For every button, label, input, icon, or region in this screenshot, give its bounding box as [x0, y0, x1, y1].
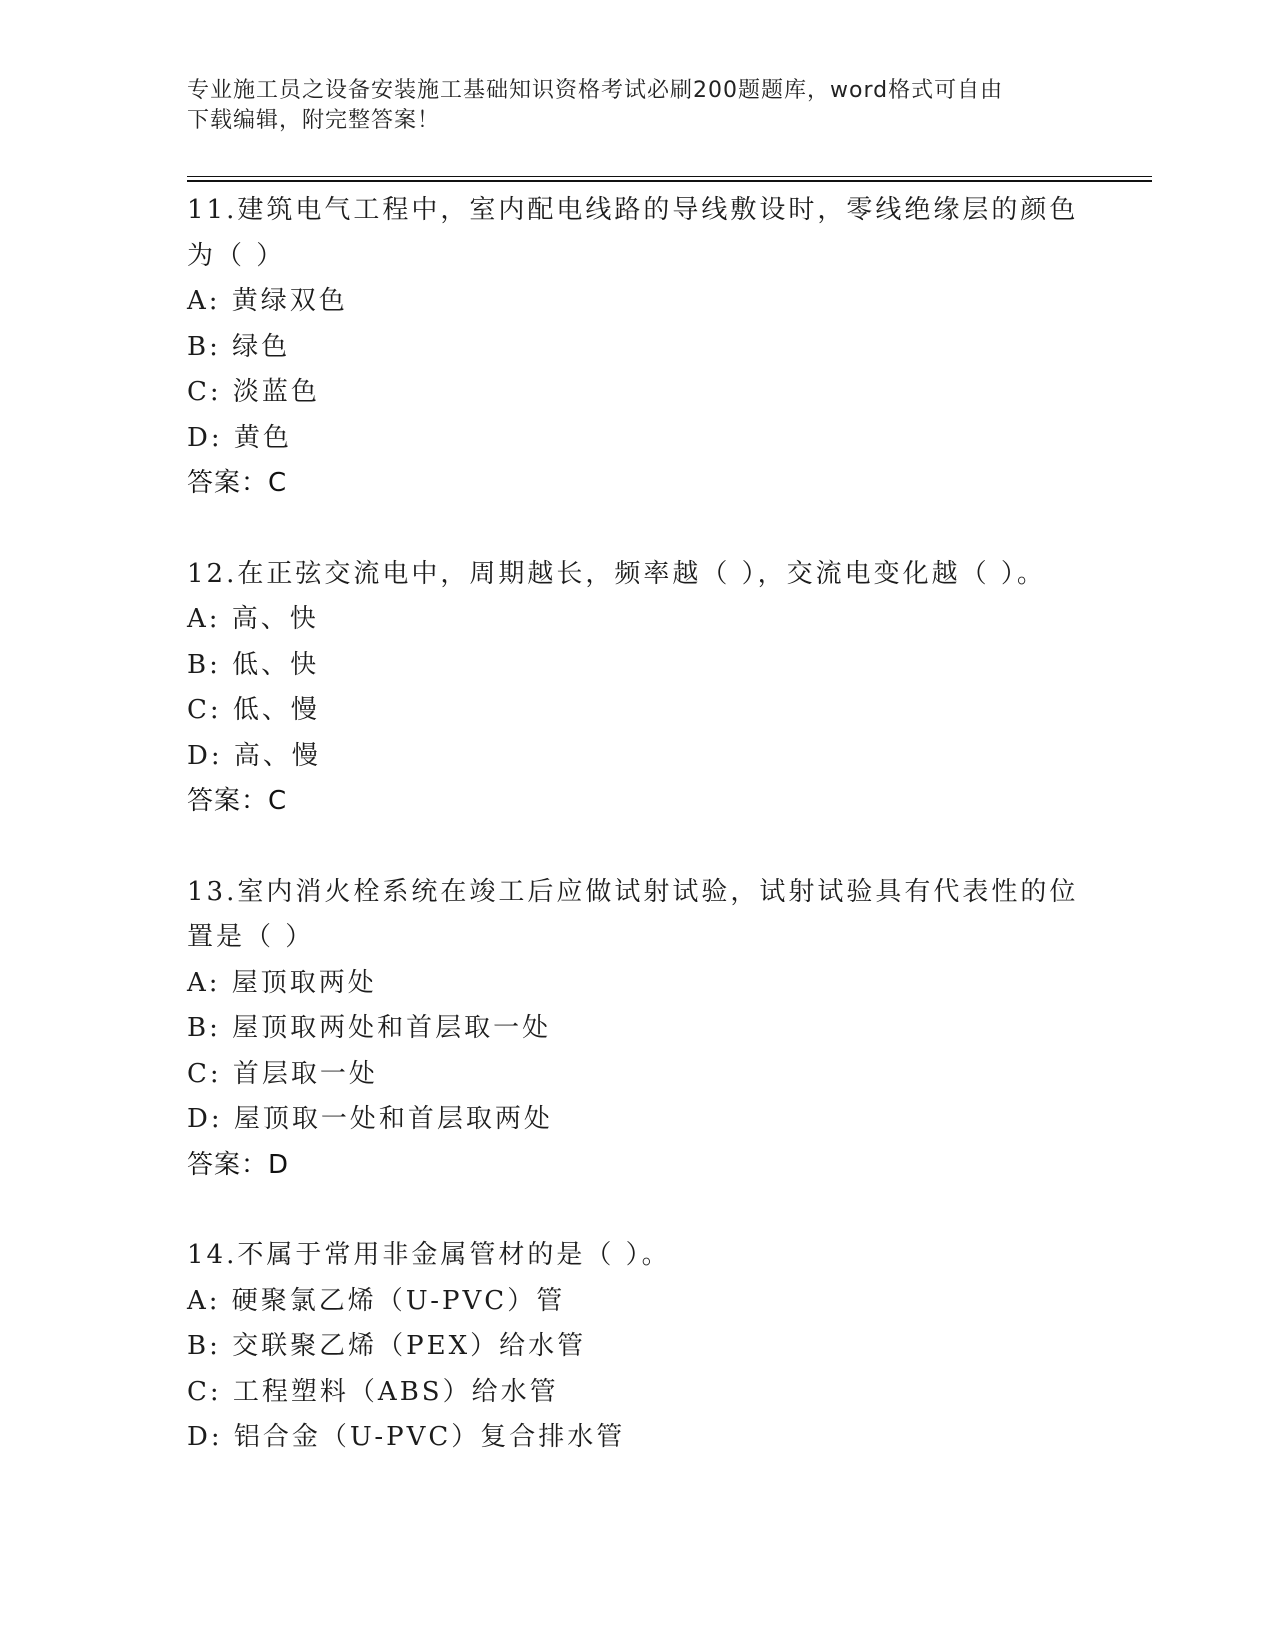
option-a: A: 高、快 — [187, 604, 319, 634]
header-line-1: 专业施工员之设备安装施工基础知识资格考试必刷200题题库，word格式可自由 — [187, 78, 1004, 103]
option-a: A: 硬聚氯乙烯（U-PVC）管 — [187, 1285, 566, 1316]
option-b: B: 屋顶取两处和首层取一处 — [187, 1013, 552, 1043]
option-b: B: 绿色 — [187, 331, 291, 362]
question-list — [187, 188, 1087, 1461]
header-line-2: 下载编辑，附完整答案！ — [187, 108, 441, 133]
question-11 — [187, 188, 1087, 507]
option-a: A: 屋顶取两处 — [187, 967, 377, 998]
question-13 — [187, 870, 1087, 1189]
question-12 — [187, 552, 1087, 825]
header-divider-thin — [187, 176, 1152, 177]
question-14 — [187, 1233, 1087, 1461]
option-b: B: 交联聚乙烯（PEX）给水管 — [187, 1331, 587, 1361]
header-divider-thick — [187, 180, 1152, 182]
answer-line: 答案：C — [187, 786, 288, 816]
option-b: B: 低、快 — [187, 649, 320, 680]
document-header — [187, 76, 1067, 136]
option-c: C: 淡蓝色 — [187, 377, 320, 407]
option-d: D: 铝合金（U-PVC）复合排水管 — [187, 1422, 626, 1452]
question-stem-continued: 置是（ ） — [187, 922, 315, 952]
question-stem: 11.建筑电气工程中，室内配电线路的导线敷设时，零线绝缘层的颜色 — [187, 195, 1079, 225]
question-stem: 13.室内消火栓系统在竣工后应做试射试验，试射试验具有代表性的位 — [187, 876, 1079, 907]
answer-line: 答案：D — [187, 1149, 290, 1180]
option-d: D: 高、慢 — [187, 740, 321, 771]
option-c: C: 低、慢 — [187, 695, 320, 725]
option-c: C: 工程塑料（ABS）给水管 — [187, 1376, 559, 1407]
question-stem: 12.在正弦交流电中，周期越长，频率越（ ），交流电变化越（ ）。 — [187, 558, 1046, 589]
option-c: C: 首层取一处 — [187, 1058, 378, 1089]
question-stem-continued: 为（ ） — [187, 240, 286, 271]
option-a: A: 黄绿双色 — [187, 286, 348, 316]
option-d: D: 黄色 — [187, 422, 292, 453]
option-d: D: 屋顶取一处和首层取两处 — [187, 1104, 553, 1134]
answer-line: 答案：C — [187, 468, 288, 498]
question-stem: 14.不属于常用非金属管材的是（ ）。 — [187, 1240, 671, 1270]
